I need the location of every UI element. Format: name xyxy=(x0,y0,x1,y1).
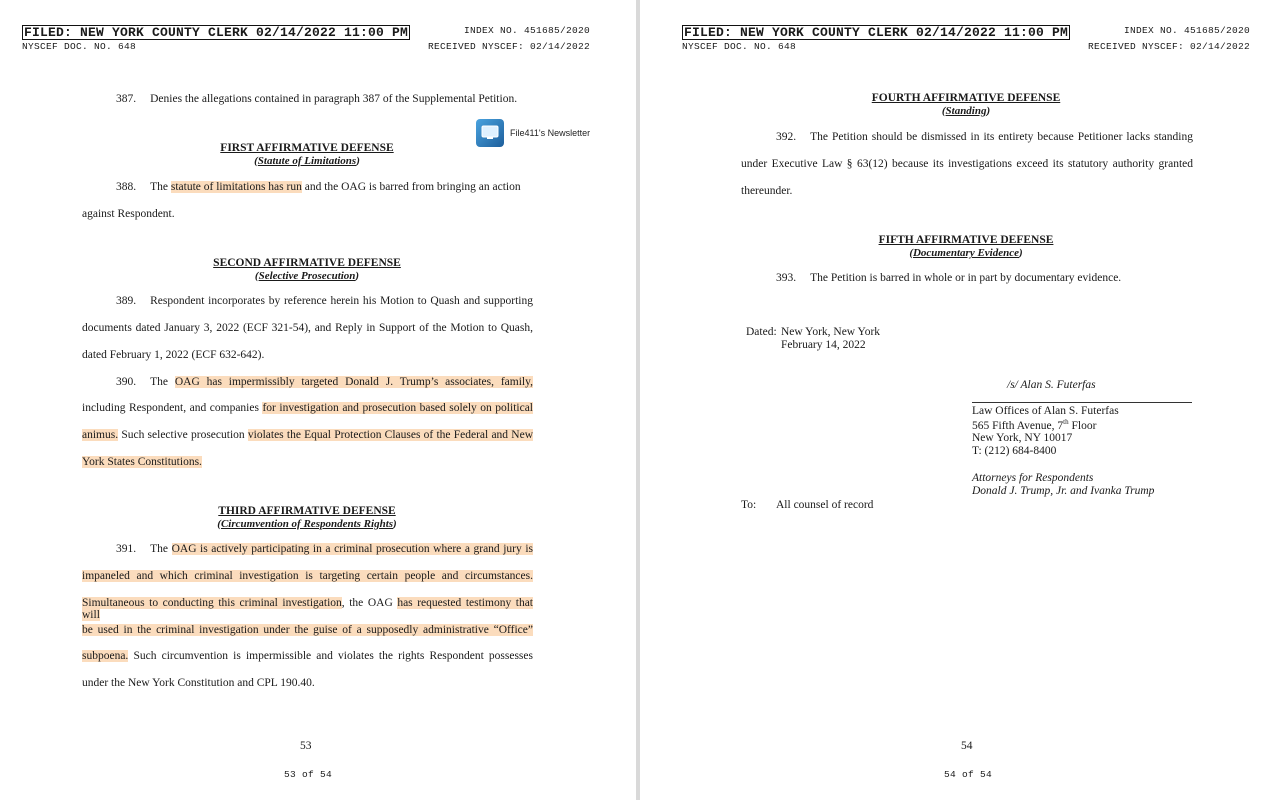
document-page-53 xyxy=(0,0,636,800)
paragraph-389-line2: documents dated January 3, 2022 (ECF 321-54), and Reply in Support of the Motion to Quash, xyxy=(82,322,533,334)
firm-name: Law Offices of Alan S. Futerfas xyxy=(972,405,1119,417)
index-no: INDEX NO. 451685/2020 xyxy=(1123,25,1250,36)
received-date: RECEIVED NYSCEF: 02/14/2022 xyxy=(1087,41,1250,52)
third-defense-subheading: (Circumvention of Respondents Rights) xyxy=(217,518,397,530)
signature-line xyxy=(972,402,1192,403)
nyscef-doc-no: NYSCEF DOC. NO. 648 xyxy=(22,41,137,52)
fourth-defense-subheading: (Standing) xyxy=(941,105,991,117)
second-defense-subheading: (Selective Prosecution) xyxy=(254,270,360,282)
paragraph-390-line2: including Respondent, and companies for investigation and prosecution based solely on political xyxy=(82,402,533,414)
to-text: All counsel of record xyxy=(776,499,874,511)
first-defense-subheading: (Statute of Limitations) xyxy=(254,155,360,167)
firm-phone: T: (212) 684-8400 xyxy=(972,445,1057,457)
dated-date: February 14, 2022 xyxy=(781,339,866,351)
fifth-defense-heading: FIFTH AFFIRMATIVE DEFENSE xyxy=(878,234,1054,246)
second-defense-heading: SECOND AFFIRMATIVE DEFENSE xyxy=(213,257,401,269)
fourth-defense-heading: FOURTH AFFIRMATIVE DEFENSE xyxy=(871,92,1061,104)
dated-place: New York, New York xyxy=(781,326,881,338)
nyscef-doc-no: NYSCEF DOC. NO. 648 xyxy=(682,41,797,52)
firm-city: New York, NY 10017 xyxy=(972,432,1073,444)
paragraph-391-line5: subpoena. Such circumvention is impermissible and violates the rights Respondent possesses xyxy=(82,650,533,662)
signature: /s/ Alan S. Futerfas xyxy=(1007,379,1096,391)
paragraph-393: 393. The Petition is barred in whole or in part by documentary evidence. xyxy=(776,272,1122,284)
paragraph-391-line3: Simultaneous to conducting this criminal investigation, the OAG has requested testimony that will xyxy=(82,597,534,621)
received-date: RECEIVED NYSCEF: 02/14/2022 xyxy=(427,41,590,52)
paragraph-389-line3: dated February 1, 2022 (ECF 632-642). xyxy=(82,349,265,361)
paragraph-388-line2: against Respondent. xyxy=(82,208,175,220)
paragraph-390-line3: animus. Such selective prosecution violates the Equal Protection Clauses of the Federal and New xyxy=(82,429,533,441)
attorneys-for: Attorneys for Respondents xyxy=(972,472,1094,484)
paragraph-388-line1: 388. The statute of limitations has run and the OAG is barred from bringing an action xyxy=(116,181,521,193)
filed-stamp: FILED: NEW YORK COUNTY CLERK 02/14/2022 11:00 PM xyxy=(684,25,1069,40)
third-defense-heading: THIRD AFFIRMATIVE DEFENSE xyxy=(218,505,396,517)
dated-label: Dated: xyxy=(746,326,777,338)
paragraph-391-line1: 391. The OAG is actively participating in a criminal prosecution where a grand jury is xyxy=(116,543,533,555)
page-of: 53 of 54 xyxy=(284,769,333,780)
filed-stamp: FILED: NEW YORK COUNTY CLERK 02/14/2022 11:00 PM xyxy=(24,25,409,40)
page-of: 54 of 54 xyxy=(944,769,993,780)
paragraph-390-line4: York States Constitutions. xyxy=(82,456,202,468)
firm-address: 565 Fifth Avenue, 7th Floor xyxy=(972,418,1097,432)
paragraph-390-line1: 390. The OAG has impermissibly targeted Donald J. Trump’s associates, family, xyxy=(116,376,533,388)
paragraph-392-line2: under Executive Law § 63(12) because its investigations exceed its statutory authority granted xyxy=(741,158,1193,170)
newsletter-label: File411's Newsletter xyxy=(510,128,591,138)
index-no: INDEX NO. 451685/2020 xyxy=(463,25,590,36)
paragraph-387: 387. Denies the allegations contained in paragraph 387 of the Supplemental Petition. xyxy=(116,93,518,105)
paragraph-391-line4: be used in the criminal investigation under the guise of a supposedly administrative “Office” xyxy=(82,624,533,636)
paragraph-391-line2: impaneled and which criminal investigation is targeting certain people and circumstances. xyxy=(82,570,533,582)
client-names: Donald J. Trump, Jr. and Ivanka Trump xyxy=(972,485,1155,497)
page-number: 53 xyxy=(300,740,312,752)
paragraph-392-line3: thereunder. xyxy=(741,185,793,197)
document-page-54 xyxy=(640,0,1280,800)
paragraph-389-line1: 389. Respondent incorporates by reference herein his Motion to Quash and supporting xyxy=(116,295,533,307)
to-label: To: xyxy=(741,499,757,511)
paragraph-392-line1: 392. The Petition should be dismissed in its entirety because Petitioner lacks standing xyxy=(776,131,1193,143)
fifth-defense-subheading: (Documentary Evidence) xyxy=(909,247,1023,259)
paragraph-391-line6: under the New York Constitution and CPL 190.40. xyxy=(82,677,315,689)
first-defense-heading: FIRST AFFIRMATIVE DEFENSE xyxy=(220,142,394,154)
page-number: 54 xyxy=(961,740,973,752)
